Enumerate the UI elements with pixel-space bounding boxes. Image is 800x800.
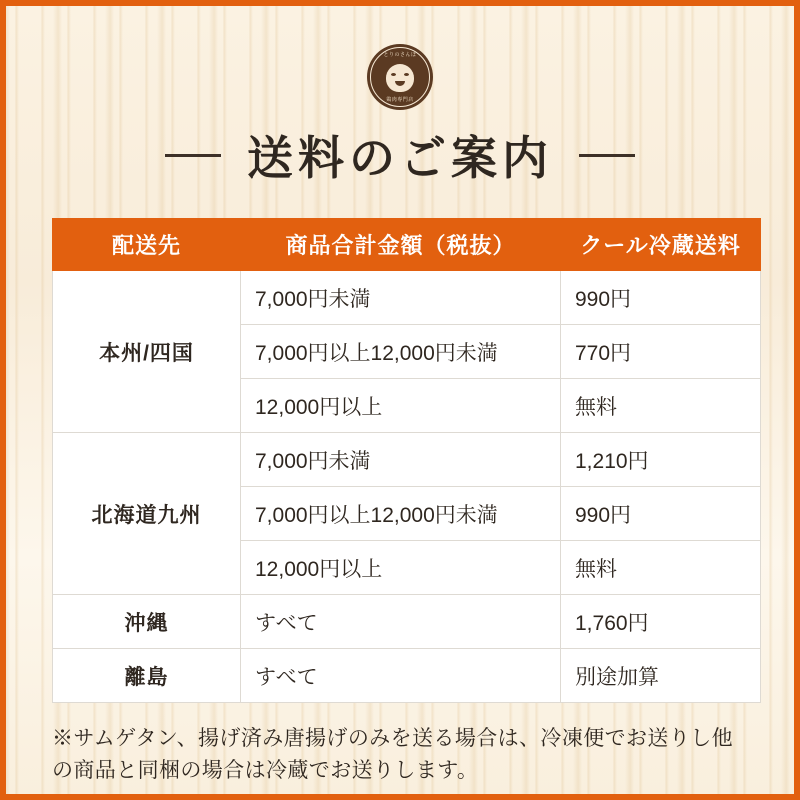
- cell-amount: 7,000円以上12,000円未満: [241, 487, 561, 541]
- brand-logo-icon: [367, 44, 433, 110]
- column-header-fee: クール冷蔵送料: [561, 219, 761, 271]
- cell-amount: すべて: [241, 595, 561, 649]
- cell-amount: 12,000円以上: [241, 379, 561, 433]
- title-row: [52, 122, 748, 188]
- cell-destination: 沖縄: [53, 595, 241, 649]
- shipping-fee-table: [52, 218, 761, 703]
- footnote: ※サムゲタン、揚げ済み唐揚げのみを送る場合は、冷凍便でお送りし他の商品と同梱の場合は冷蔵でお送りします。: [52, 727, 734, 782]
- title-rule-left: [165, 154, 221, 157]
- cell-amount: 12,000円以上: [241, 541, 561, 595]
- cell-fee: 無料: [561, 541, 761, 595]
- cell-destination: 離島: [53, 649, 241, 703]
- cell-amount: 7,000円未満: [241, 433, 561, 487]
- logo-top-text: とりのさんぽ: [383, 52, 417, 58]
- cell-amount: 7,000円未満: [241, 271, 561, 325]
- cell-fee: 990円: [561, 487, 761, 541]
- table-header-row: [53, 219, 761, 271]
- cell-fee: 別途加算: [561, 649, 761, 703]
- chef-face-icon: [386, 64, 414, 92]
- cell-amount: 7,000円以上12,000円未満: [241, 325, 561, 379]
- title-rule-right: [579, 154, 635, 157]
- column-header-amount: 商品合計金額（税抜）: [241, 219, 561, 271]
- cell-amount: すべて: [241, 649, 561, 703]
- cell-fee: 1,210円: [561, 433, 761, 487]
- cell-fee: 990円: [561, 271, 761, 325]
- cell-destination: 本州/四国: [53, 271, 241, 433]
- cell-destination: 北海道九州: [53, 433, 241, 595]
- column-header-destination: 配送先: [53, 219, 241, 271]
- table-row: [53, 433, 761, 487]
- cell-fee: 770円: [561, 325, 761, 379]
- page-title: 送料のご案内: [247, 132, 553, 184]
- logo-bottom-text: 鶏肉専門店: [386, 97, 414, 103]
- table-row: [53, 595, 761, 649]
- logo-container: [52, 6, 748, 110]
- table-row: [53, 271, 761, 325]
- table-row: [53, 649, 761, 703]
- cell-fee: 無料: [561, 379, 761, 433]
- cell-fee: 1,760円: [561, 595, 761, 649]
